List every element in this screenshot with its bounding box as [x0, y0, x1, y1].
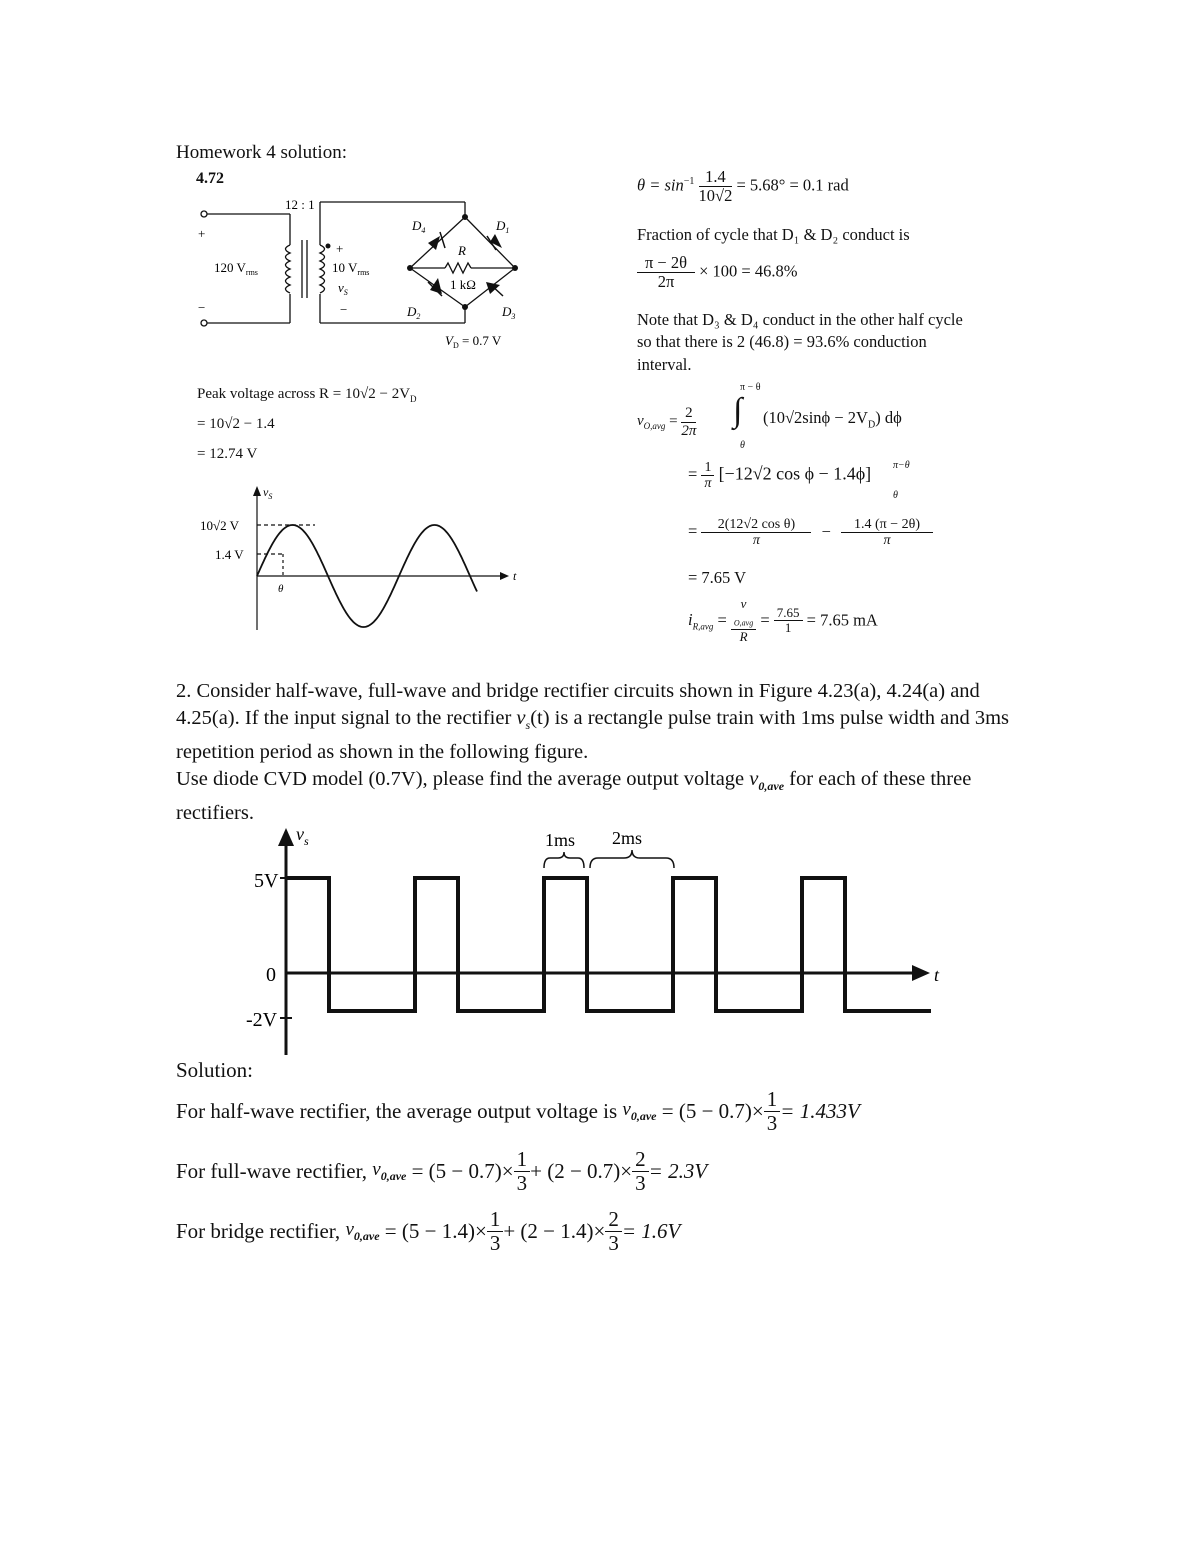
vavg-result: = 7.65 V: [688, 568, 747, 587]
peak-voltage-line-2: = 10√2 − 1.4: [197, 416, 275, 432]
pulse-train-chart: [240, 820, 960, 1060]
peak-voltage-line: Peak voltage across $R = 10√2 - 2V_D$: [197, 386, 417, 404]
y-tick-label-5v: 5V: [254, 870, 279, 892]
diode-d4-label: $D_4$: [412, 218, 426, 235]
solution-heading: Solution:: [176, 1058, 254, 1082]
turns-ratio: 12 : 1: [285, 197, 315, 212]
theta-equation: $\theta = \sin^{-1}$ $\frac{1.4}{10√2}$ = 5.68° = 0.1 rad: [637, 167, 849, 206]
problem-number: 4.72: [196, 170, 224, 187]
sine-t-label: t: [513, 569, 517, 583]
vavg-step-2: = $\frac{1}{\pi}$ [−12√2 cos ϕ − 1.4ϕ]: [688, 460, 872, 492]
pulse-waveform: [286, 878, 931, 1011]
sine-theta-label: θ: [278, 583, 284, 595]
primary-minus: −: [198, 300, 206, 315]
sine-vs-label: $v_S$: [263, 485, 273, 501]
y-tick-label-0: 0: [266, 964, 276, 986]
note-line-2: so that there is 2 (46.8) = 93.6% conduction: [637, 332, 927, 351]
x-axis-label: t: [934, 965, 940, 985]
x-axis-arrow: [912, 965, 930, 981]
secondary-vs-label: $v_S$: [338, 280, 348, 297]
primary-plus: +: [198, 226, 206, 241]
bridge-solution: For bridge rectifier, $v_{0,ave} = (5 - 1.4)\times$ $\frac{1}{3}$ + (2 − 1.4)× $\frac{2}{3}$ = 1.6V: [176, 1207, 681, 1256]
diode-d2-label: $D_2$: [407, 304, 421, 321]
pulse-width-label: 1ms: [545, 830, 576, 850]
fraction-equation: $\frac{\pi - 2\theta}{2\pi}$ × 100 = 46.8%: [637, 254, 797, 291]
bridge-rectifier-circuit: [190, 190, 530, 355]
secondary-minus: −: [340, 302, 348, 317]
bracket-lower: θ: [893, 490, 898, 501]
width-brace: [544, 852, 584, 868]
sine-peak-label: 10√2 V: [200, 518, 240, 533]
iavg-equation: $i_{R,avg}$ = v $_{O,avg}$ R = $\frac{7.65}{1}$ = 7.65 mA: [688, 596, 878, 644]
sine-level-label: 1.4 V: [215, 547, 244, 562]
primary-voltage: 120 $V_{rms}$: [214, 260, 258, 277]
secondary-plus: +: [336, 241, 344, 256]
vavg-step-3: = $\frac{\text{2(12√2 cos θ)}}{\pi}$ − $\frac{1.4 (\pi - 2\theta)}{\pi}$: [688, 517, 933, 549]
gap-brace: [590, 850, 674, 868]
peak-voltage-line-3: = 12.74 V: [197, 446, 258, 462]
problem-2-text: 2. Consider half-wave, full-wave and bridge rectifier circuits shown in Figure 4.23(a), 4.24(a) and 4.25(a). If the input signal to the rectifier $v_s(t)$ is a rectangle pulse train with 1ms pulse width and 3ms repetition period as shown in the following figure. Use diode CVD model (0.7V), please find the average output voltage $v_{0,ave}$ for each of these three rectifiers.: [176, 680, 1010, 825]
y-tick-label-neg2v: -2V: [246, 1009, 278, 1031]
y-axis-label: $v_s$: [296, 824, 309, 848]
secondary-voltage: 10 $V_{rms}$: [332, 260, 370, 277]
fraction-text: Fraction of cycle that D₁ & D₂ conduct is: [637, 225, 910, 244]
sine-waveform-plot: [195, 480, 535, 635]
integral-upper-limit: π − θ: [740, 382, 761, 393]
diode-d3-label: $D_3$: [502, 304, 516, 321]
half-wave-solution: For half-wave rectifier, the average output voltage is $v_{0,ave} = (5 - 0.7)\times$ $\frac{1}{3}$ = 1.433V: [176, 1087, 860, 1136]
integral-sign: ∫: [733, 392, 743, 429]
integrand: $(10√2\sin\phi - 2V_D)$ dϕ: [763, 408, 902, 431]
resistor-value: 1 kΩ: [450, 277, 476, 292]
note-line-3: interval.: [637, 355, 692, 374]
diode-d1-label: $D_1$: [496, 218, 510, 235]
integral-lower-limit: θ: [740, 440, 745, 451]
bracket-upper: π−θ: [893, 460, 910, 471]
page-title: Homework 4 solution:: [176, 142, 347, 163]
diode-drop: $V_D = 0.7$ V: [445, 333, 502, 350]
pulse-gap-label: 2ms: [612, 828, 643, 848]
full-wave-solution: For full-wave rectifier, $v_{0,ave} = (5 - 0.7)\times$ $\frac{1}{3}$ + (2 − 0.7)× $\frac{2}{3}$ = 2.3V: [176, 1147, 708, 1196]
vavg-integral: $v_{O,avg}$ = $\frac{2}{2\pi}$: [637, 405, 697, 439]
y-axis-arrow: [278, 828, 294, 846]
resistor-label: R: [458, 243, 466, 258]
note-line-1: Note that D₃ & D₄ conduct in the other half cycle: [637, 310, 963, 329]
